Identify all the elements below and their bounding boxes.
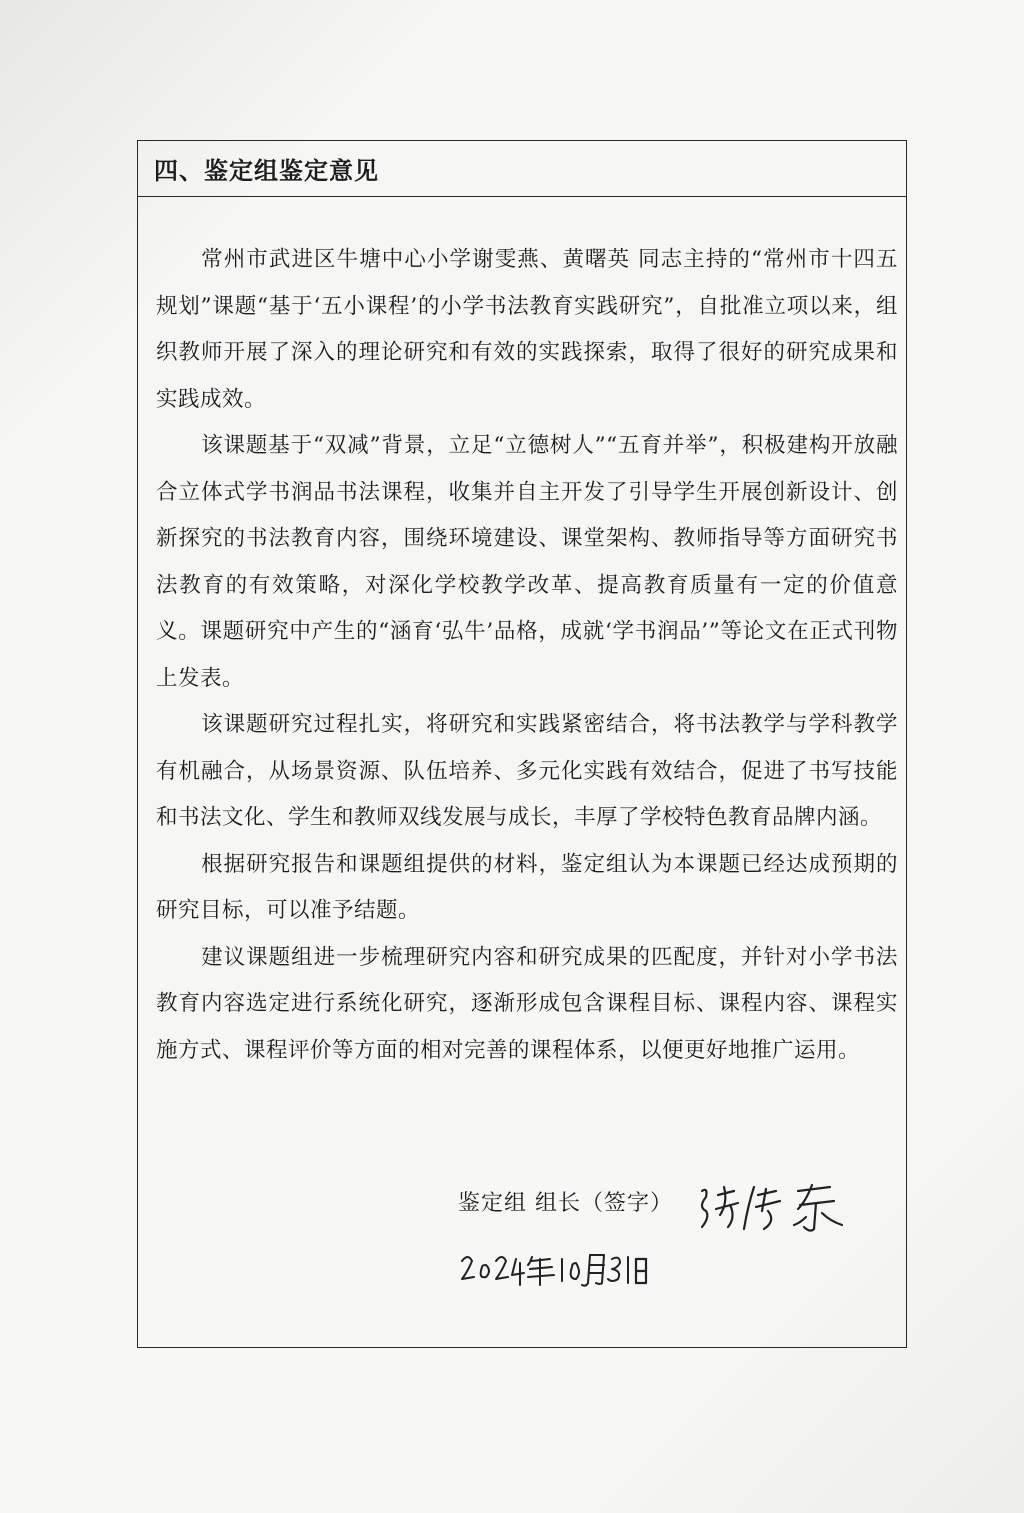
handwritten-signature <box>694 1181 854 1235</box>
opinion-paragraph-4: 根据研究报告和课题组提供的材料，鉴定组认为本课题已经达成预期的研究目标，可以准予结题。 <box>156 851 898 923</box>
opinion-table <box>137 140 907 1348</box>
signature-date <box>458 1241 698 1291</box>
opinion-paragraph-1: 常州市武进区牛塘中心小学谢雯燕、黄曙英 同志主持的“常州市十四五规划”课题“基于‘五小课程’的小学书法教育实践研究”，自批准立项以来，组织教师开展了深入的理论研究和有效的实践探索，取得了很好的研究成果和实践成效。 <box>156 247 898 412</box>
opinion-body <box>138 197 906 1074</box>
opinion-paragraph-5: 建议课题组进一步梳理研究内容和研究成果的匹配度，并针对小学书法教育内容选定进行系统化研究，逐渐形成包含课程目标、课程内容、课程实施方式、课程评价等方面的相对完善的课程体系，以便更好地推广运用。 <box>156 944 898 1063</box>
signature-block <box>458 1181 898 1321</box>
section-title: 四、鉴定组鉴定意见 <box>154 157 379 185</box>
signature-label: 鉴定组 组长（签字） <box>458 1191 673 1216</box>
date-text <box>464 1247 664 1278</box>
section-header <box>138 141 906 197</box>
opinion-paragraph-3: 该课题研究过程扎实，将研究和实践紧密结合，将书法教学与学科教学有机融合，从场景资源、队伍培养、多元化实践有效结合，促进了书写技能和书法文化、学生和教师双线发展与成长，丰厚了学校特色教育品牌内涵。 <box>156 712 898 830</box>
opinion-paragraph-2: 该课题基于“双减”背景，立足“立德树人”“五育并举”，积极建构开放融合立体式学书润品书法课程，收集并自主开发了引导学生开展创新设计、创新探究的书法教育内容，围绕环境建设、课堂架构、教师指导等方面研究书法教育的有效策略，对深化学校教学改革、提高教育质量有一定的价值意义。课题研究中产生的“涵育‘弘牛’品格，成就‘学书润品’”等论文在正式刊物上发表。 <box>156 433 898 691</box>
